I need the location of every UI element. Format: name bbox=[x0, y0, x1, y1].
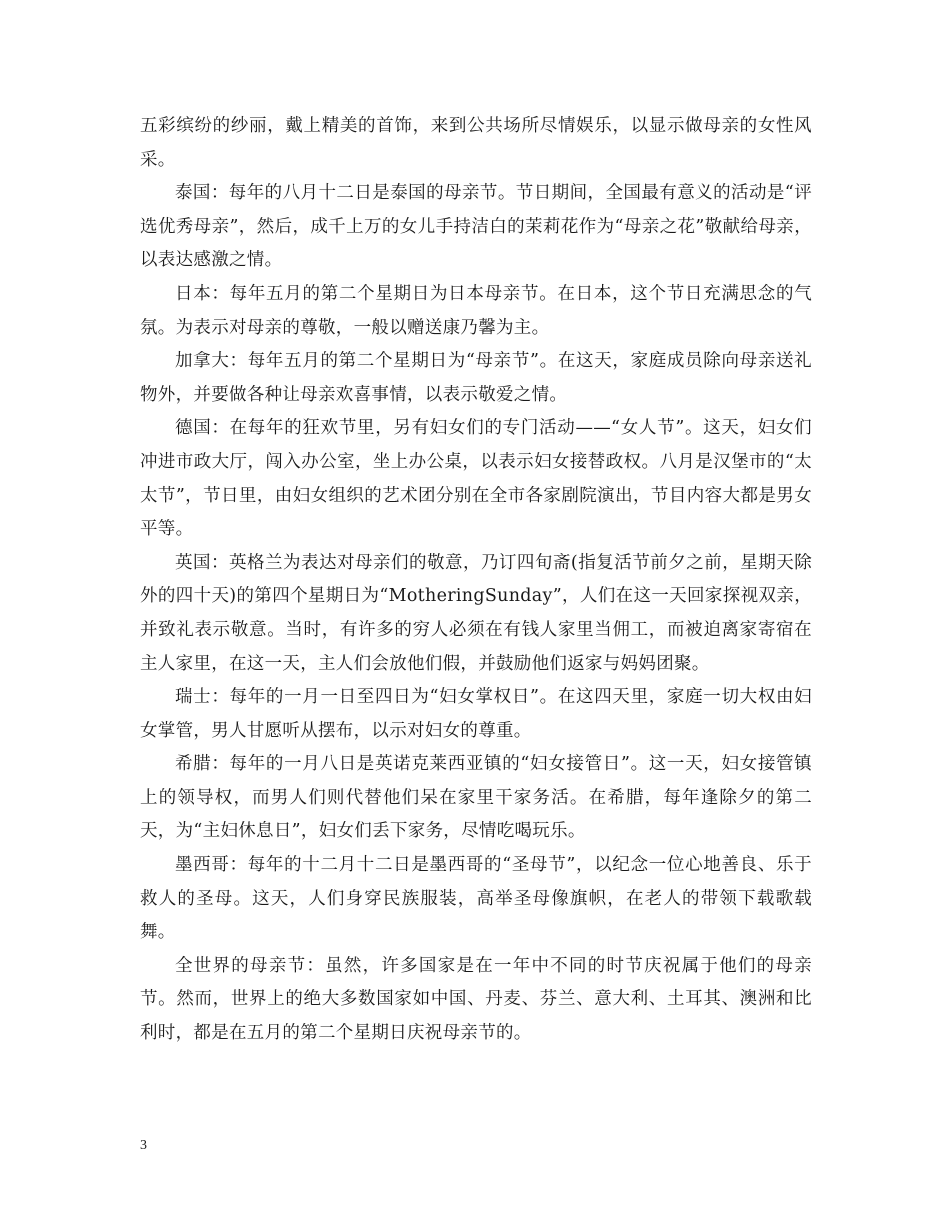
paragraph-mexico: 墨西哥：每年的十二月十二日是墨西哥的“圣母节”，以纪念一位心地善良、乐于救人的圣母。这天，人们身穿民族服装，高举圣母像旗帜，在老人的带领下载歌载舞。 bbox=[140, 855, 812, 943]
document-body bbox=[140, 110, 812, 1051]
page-number: 3 bbox=[140, 1138, 147, 1153]
paragraph-thailand: 泰国：每年的八月十二日是泰国的母亲节。节日期间，全国最有意义的活动是“评选优秀母亲”，然后，成千上万的女儿手持洁白的茉莉花作为“母亲之花”敬献给母亲，以表达感激之情。 bbox=[140, 183, 812, 271]
paragraph-canada: 加拿大：每年五月的第二个星期日为“母亲节”。在这天，家庭成员除向母亲送礼物外，并要做各种让母亲欢喜事情，以表示敬爱之情。 bbox=[140, 351, 812, 405]
paragraph-switzerland: 瑞士：每年的一月一日至四日为“妇女掌权日”。在这四天里，家庭一切大权由妇女掌管，男人甘愿听从摆布，以示对妇女的尊重。 bbox=[140, 687, 812, 741]
paragraph-japan: 日本：每年五月的第二个星期日为日本母亲节。在日本，这个节日充满思念的气氛。为表示对母亲的尊敬，一般以赠送康乃馨为主。 bbox=[140, 283, 812, 338]
paragraph-germany: 德国：在每年的狂欢节里，另有妇女们的专门活动——“女人节”。这天，妇女们冲进市政大厅，闯入办公室，坐上办公桌，以表示妇女接替政权。八月是汉堡市的“太太节”，节日里，由妇女组织的艺术团分别在全市各家剧院演出，节目内容大都是男女平等。 bbox=[140, 418, 812, 540]
paragraph-greece: 希腊：每年的一月八日是英诺克莱西亚镇的“妇女接管日”。这一天，妇女接管镇上的领导权，而男人们则代替他们呆在家里干家务活。在希腊，每年逢除夕的第二天，为“主妇休息日”，妇女们丢下家务，尽情吃喝玩乐。 bbox=[140, 754, 812, 842]
paragraph-worldwide: 全世界的母亲节：虽然，许多国家是在一年中不同的时节庆祝属于他们的母亲节。然而，世界上的绝大多数国家如中国、丹麦、芬兰、意大利、土耳其、澳洲和比利时，都是在五月的第二个星期日庆祝母亲节的。 bbox=[140, 955, 812, 1044]
paragraph-continuation: 五彩缤纷的纱丽，戴上精美的首饰，来到公共场所尽情娱乐，以显示做母亲的女性风采。 bbox=[140, 116, 812, 170]
paragraph-england: 英国：英格兰为表达对母亲们的敬意，乃订四旬斋(指复活节前夕之前，星期天除外的四十天)的第四个星期日为“MotheringSunday”，人们在这一天回家探视双亲，并致礼表示敬意。当时，有许多的穷人必须在有钱人家里当佣工，而被迫离家寄宿在主人家里，在这一天，主人们会放他们假，并鼓励他们返家与妈妈团聚。 bbox=[140, 552, 812, 674]
